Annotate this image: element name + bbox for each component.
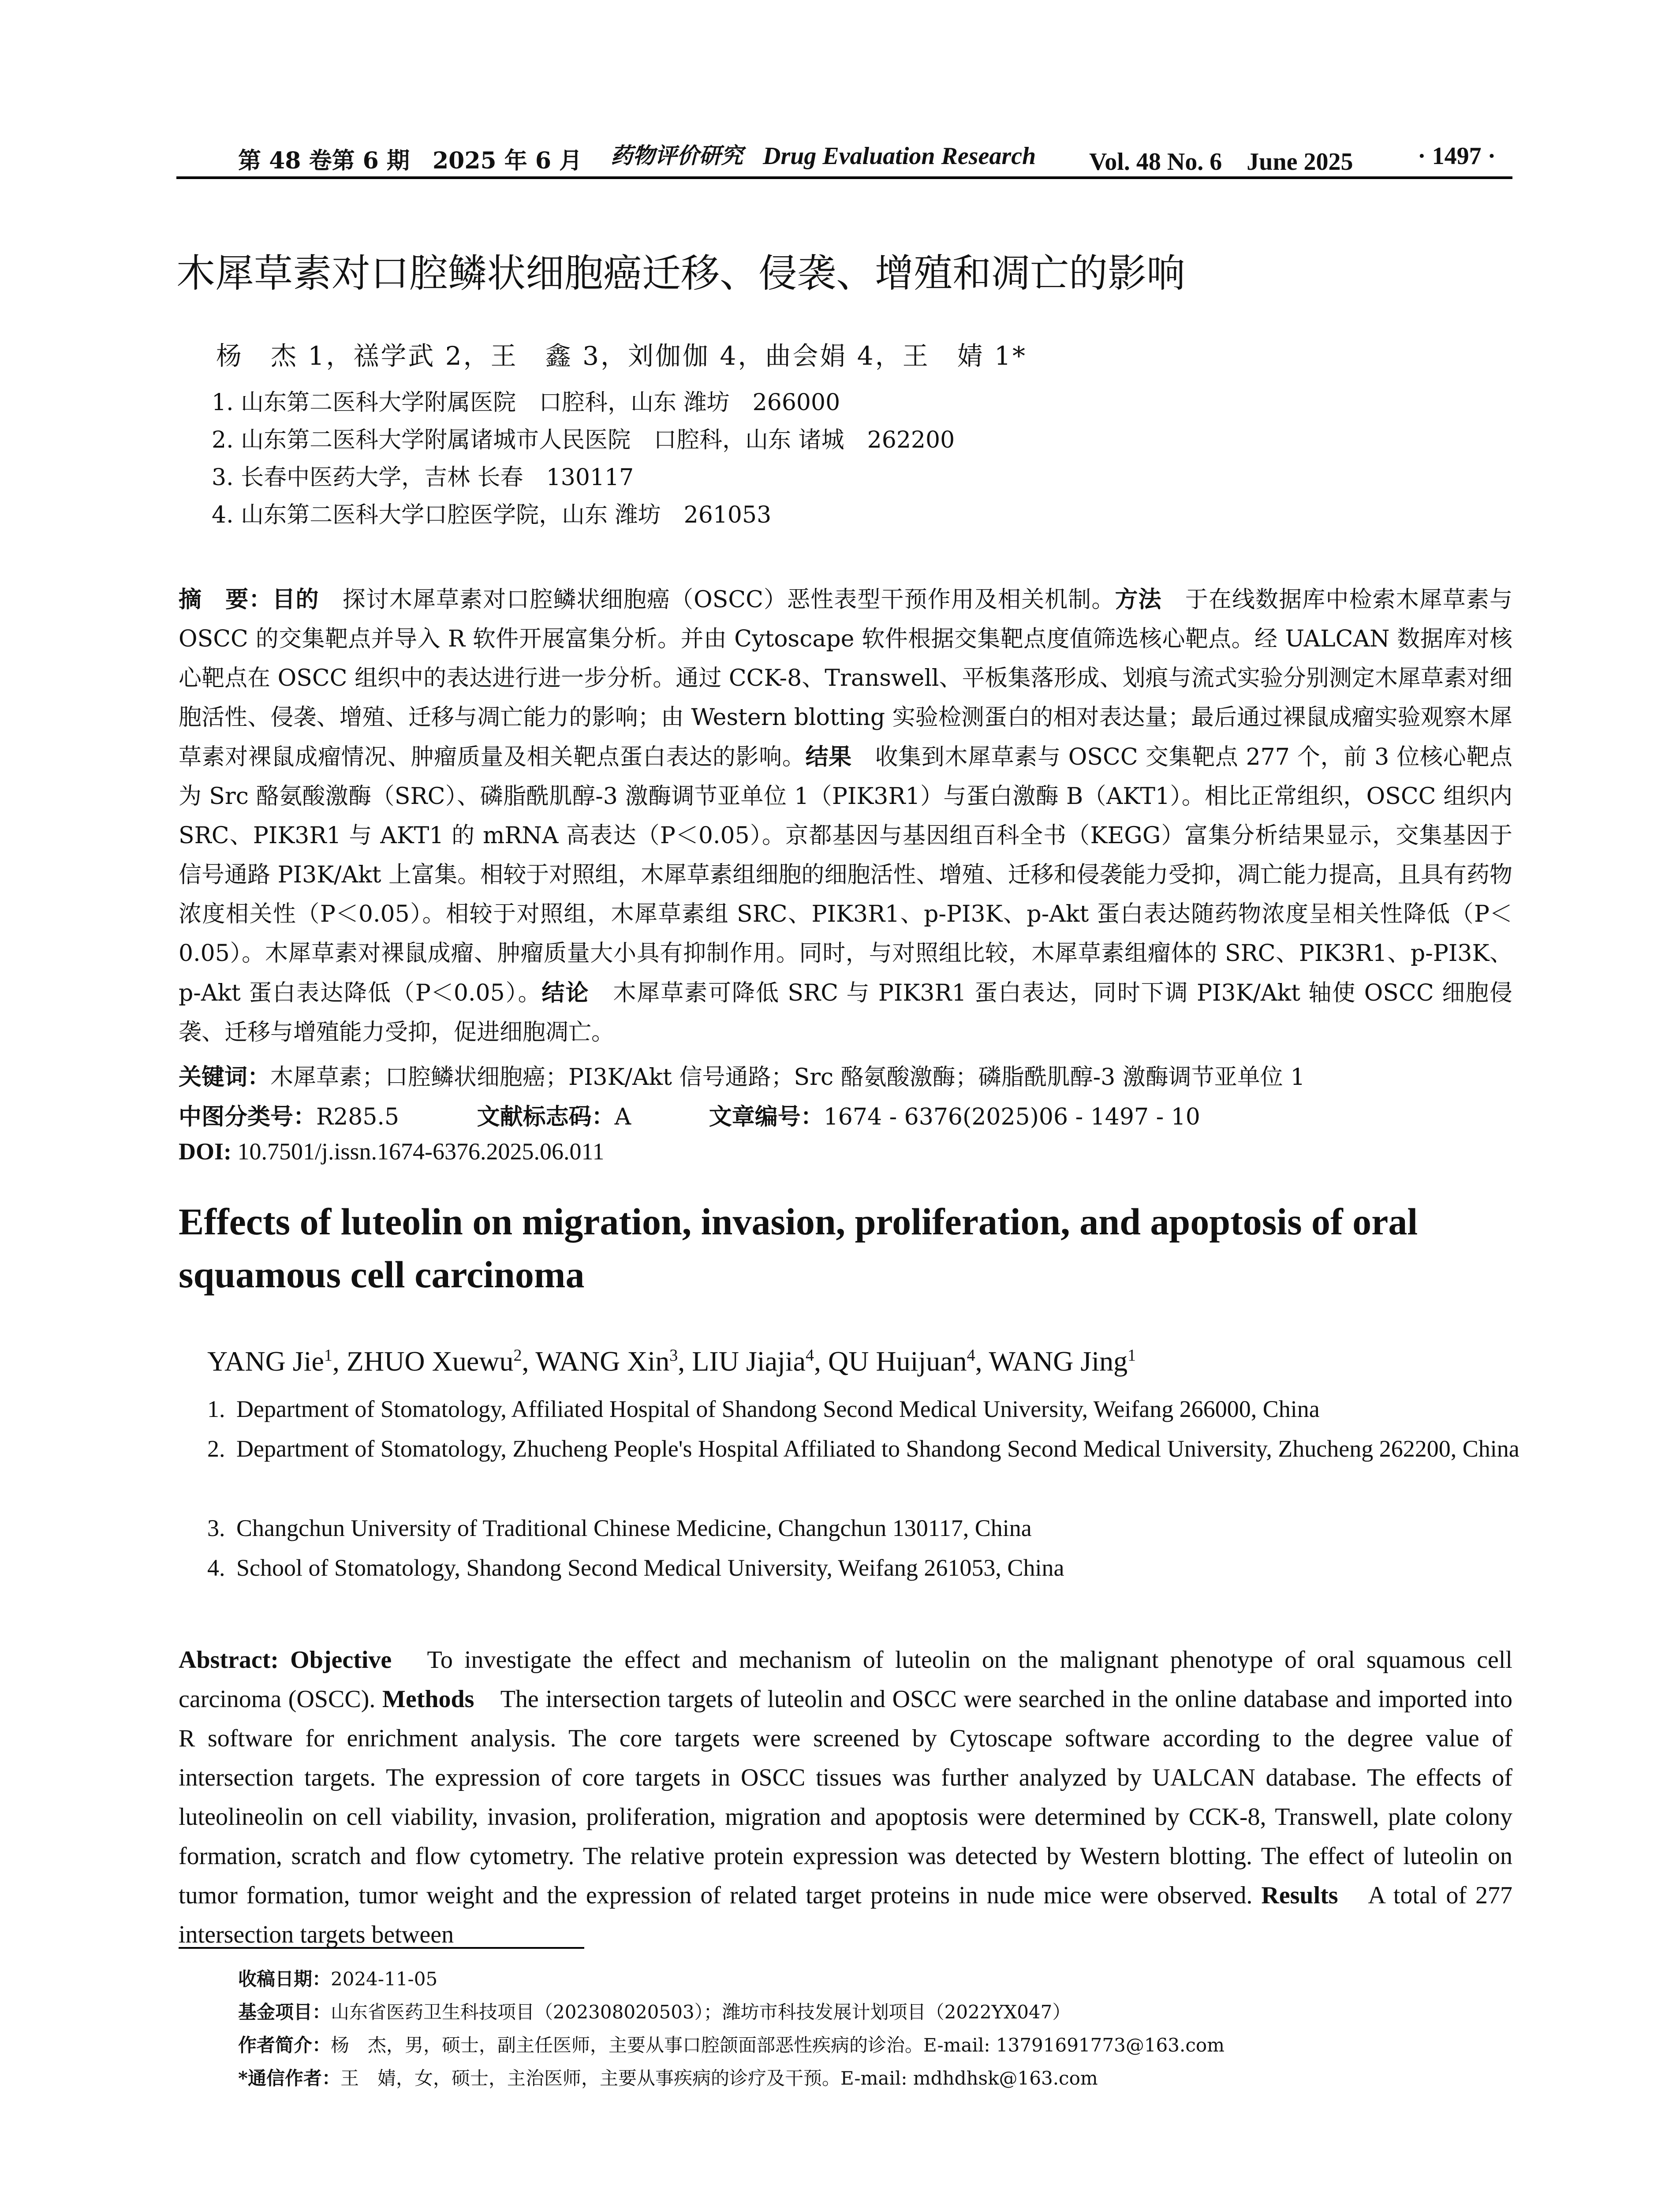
author-en: ZHUO Xuewu <box>346 1345 514 1377</box>
title-en: Effects of luteolin on migration, invasion, proliferation, and apoptosis of oral squamous cell carcinoma <box>179 1200 1418 1296</box>
objective-label-cn: 目的 <box>272 586 319 613</box>
conclusion-label-cn: 结论 <box>541 979 590 1006</box>
author-separator: , <box>678 1345 692 1377</box>
methods-en: The intersection targets of luteolin and OSCC were searched in the online database and imported into R software for enrichment analysis. The core targets were screened by Cytoscape software according to the degree value of intersection targets. The expression of core targets in OSCC tissues was further analyzed by UALCAN database. The effects of luteolineolin on cell viability, invasion, proliferation, migration and apoptosis were determined by CCK-8, Transwell, plate colony formation, scratch and flow cytometry. The relative protein expression was detected by Western blotting. The effect of luteolin on tumor formation, tumor weight and the expression of related target proteins in nude mice were observed. <box>179 1686 1512 1909</box>
keywords-text: 木犀草素；口腔鳞状细胞癌；PI3K/Akt 信号通路；Src 酪氨酸激酶；磷脂酰肌醇-3 激酶调节亚单位 1 <box>270 1064 1305 1091</box>
volume-info-en: Vol. 48 No. 6 June 2025 <box>1089 148 1353 176</box>
page-number: · 1497 · <box>1418 142 1496 170</box>
abstract-cn <box>179 580 1512 1052</box>
journal-logo <box>611 140 752 171</box>
affiliation-en-2: 2. Department of Stomatology, Zhucheng People's Hospital Affiliated to Shandong Second Medical University, Zhucheng 262200, China <box>207 1435 1519 1462</box>
methods-label-en: Methods <box>382 1686 474 1713</box>
author-affiliation-mark: 1 <box>324 1346 332 1365</box>
keywords-cn <box>179 1058 1305 1091</box>
results-en: A total of 277 intersection targets between <box>179 1882 1513 1948</box>
doc-code-label: 文献标志码： <box>477 1103 615 1130</box>
affiliation-cn-2: 2. 山东第二医科大学附属诸城市人民医院 口腔科，山东 诸城 262200 <box>212 427 955 453</box>
author-affiliation-mark: 2 <box>513 1346 522 1365</box>
results-cn: 收集到木犀草素与 OSCC 交集靶点 277 个，前 3 位核心靶点为 Src 酪氨酸激酶（SRC）、磷脂酰肌醇-3 激酶调节亚单位 1（PIK3R1）与蛋白激酶 B（AKT1）。相比正常组织，OSCC 组织内 SRC、PIK3R1 与 AKT1 的 mRNA 高表达（P＜0.05）。京都基因与基因组百科全书（KEGG）富集分析结果显示，交集基因于信号通路 PI3K/Akt 上富集。相较于对照组，木犀草素组细胞的细胞活性、增殖、迁移和侵袭能力受抑，凋亡能力提高，且具有药物浓度相关性（P＜0.05）。相较于对照组，木犀草素组 SRC、PIK3R1、p-PI3K、p-Akt 蛋白表达随药物浓度呈相关性降低（P＜0.05）。木犀草素对裸鼠成瘤、肿瘤质量大小具有抑制作用。同时，与对照组比较，木犀草素组瘤体的 SRC、PIK3R1、p-PI3K、p-Akt 蛋白表达降低（P＜0.05）。 <box>179 744 1513 1006</box>
doi-line <box>179 1138 605 1165</box>
doc-code-value: A <box>614 1104 631 1130</box>
methods-label-cn: 方法 <box>1115 586 1162 613</box>
author-affiliation-mark: 4 <box>967 1346 975 1365</box>
footnote-divider <box>179 1947 584 1949</box>
affiliation-en-4: 4. School of Stomatology, Shandong Second Medical University, Weifang 261053, China <box>207 1555 1064 1581</box>
author-separator: , <box>522 1345 536 1377</box>
footnote-author-bio: 作者简介：杨 杰，男，硕士，副主任医师，主要从事口腔颌面部恶性疾病的诊治。E-mail: 13791691773@163.com <box>238 2034 1225 2056</box>
affiliation-en-1: 1. Department of Stomatology, Affiliated Hospital of Shandong Second Medical University, Weifang 266000, China <box>207 1396 1320 1422</box>
objective-cn: 探讨木犀草素对口腔鳞状细胞癌（OSCC）恶性表型干预作用及相关机制。 <box>319 587 1115 613</box>
issue-info-cn: 第 48 卷第 6 期 2025 年 6 月 <box>238 147 582 174</box>
clc-label: 中图分类号： <box>179 1103 317 1130</box>
abstract-en <box>179 1641 1512 1955</box>
abstract-cn-label: 摘 要： <box>179 586 273 613</box>
author-en: QU Huijuan <box>828 1345 967 1377</box>
author-en: WANG Jing <box>989 1345 1128 1377</box>
abstract-en-label: Abstract: Objective <box>179 1646 392 1674</box>
author-affiliation-mark: 4 <box>805 1346 814 1365</box>
footnote-funding: 基金项目：山东省医药卫生科技项目（202308020503）；潍坊市科技发展计划项目（2022YX047） <box>238 2001 1071 2023</box>
author-en: WANG Xin <box>535 1345 670 1377</box>
results-label-en: Results <box>1261 1882 1338 1909</box>
author-en: YANG Jie <box>207 1345 324 1377</box>
clc-value: R285.5 <box>316 1104 399 1130</box>
affiliation-cn-4: 4. 山东第二医科大学口腔医学院，山东 潍坊 261053 <box>212 502 772 528</box>
results-label-cn: 结果 <box>805 744 852 770</box>
author-separator: , <box>975 1345 989 1377</box>
author-separator: , <box>814 1345 828 1377</box>
methods-cn: 于在线数据库中检索木犀草素与 OSCC 的交集靶点并导入 R 软件开展富集分析。并由 Cytoscape 软件根据交集靶点度值筛选核心靶点。经 UALCAN 数据库对核心靶点在 OSCC 组织中的表达进行进一步分析。通过 CCK-8、Transwell、平板集落形成、划痕与流式实验分别测定木犀草素对细胞活性、侵袭、增殖、迁移与凋亡能力的影响；由 Western blotting 实验检测蛋白的相对表达量；最后通过裸鼠成瘤实验观察木犀草素对裸鼠成瘤情况、肿瘤质量及相关靶点蛋白表达的影响。 <box>179 587 1512 770</box>
affiliation-cn-3: 3. 长春中医药大学，吉林 长春 130117 <box>212 464 634 491</box>
article-number-value: 1674 - 6376(2025)06 - 1497 - 10 <box>823 1104 1200 1130</box>
author-en: LIU Jiajia <box>692 1345 806 1377</box>
title-cn: 木犀草素对口腔鳞状细胞癌迁移、侵袭、增殖和凋亡的影响 <box>176 250 1186 296</box>
authors-cn: 杨 杰 1，禚学武 2，王 鑫 3，刘伽伽 4，曲会娟 4，王 婧 1* <box>216 341 1027 371</box>
doi-label: DOI: <box>179 1138 231 1165</box>
journal-name-en: Drug Evaluation Research <box>763 142 1036 170</box>
running-header <box>176 132 1512 179</box>
authors-en <box>207 1345 1136 1378</box>
journal-logo-text: 药物评价研究 <box>611 142 743 168</box>
footnote-corresponding: *通信作者：王 婧，女，硕士，主治医师，主要从事疾病的诊疗及干预。E-mail: mdhdhsk@163.com <box>238 2067 1098 2089</box>
classification-line <box>179 1098 1200 1131</box>
objective-en: To investigate the effect and mechanism of luteolin on the malignant phenotype of oral squamous cell carcinoma (OSCC). <box>179 1646 1512 1713</box>
article-number-label: 文章编号： <box>709 1103 824 1130</box>
author-separator: , <box>332 1345 347 1377</box>
affiliation-en-3: 3. Changchun University of Traditional Chinese Medicine, Changchun 130117, China <box>207 1515 1032 1541</box>
keywords-label: 关键词： <box>179 1064 271 1091</box>
footnote-received: 收稿日期：2024-11-05 <box>238 1968 438 1990</box>
author-affiliation-mark: 3 <box>669 1346 678 1365</box>
doi-value[interactable]: 10.7501/j.issn.1674-6376.2025.06.011 <box>231 1138 605 1165</box>
author-affiliation-mark: 1 <box>1127 1346 1136 1365</box>
conclusion-cn: 木犀草素可降低 SRC 与 PIK3R1 蛋白表达，同时下调 PI3K/Akt 轴使 OSCC 细胞侵袭、迁移与增殖能力受抑，促进细胞凋亡。 <box>179 980 1512 1046</box>
affiliation-cn-1: 1. 山东第二医科大学附属医院 口腔科，山东 潍坊 266000 <box>212 389 840 416</box>
